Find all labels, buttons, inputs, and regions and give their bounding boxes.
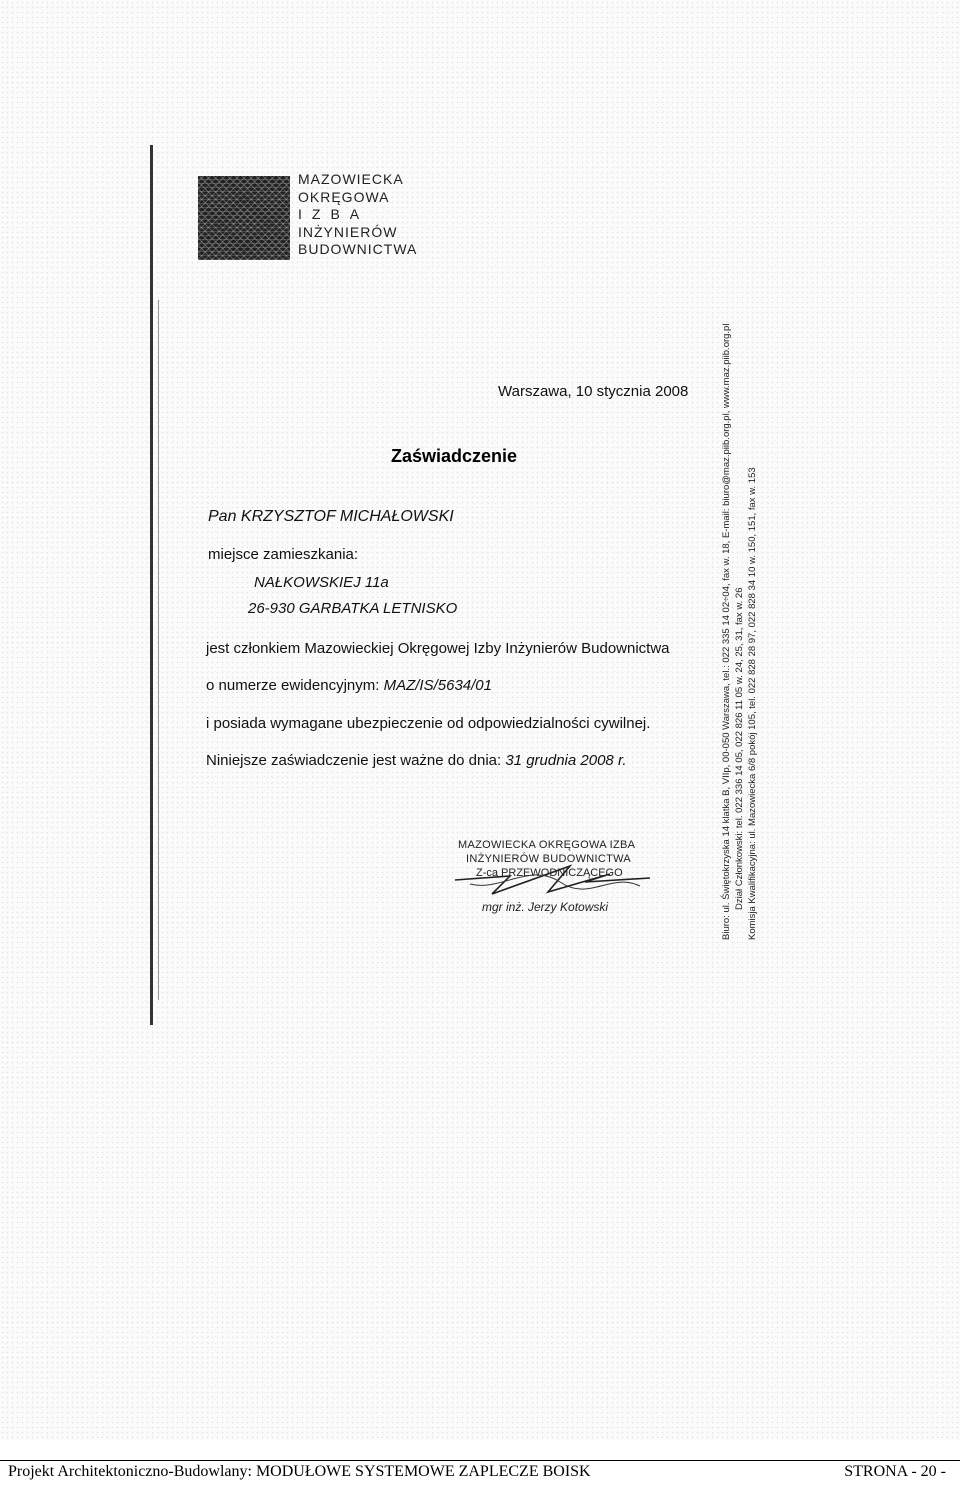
address-line-2: 26-930 GARBATKA LETNISKO (248, 600, 458, 617)
side-info-line: Komisja Kwalifikacyjna: ul. Mazowiecka 6/8 pokój 105, tel. 022 828 28 97, 022 828 34 10 w. 150, 151, fax w. 153 (747, 467, 758, 940)
logo-line: OKRĘGOWA (298, 188, 390, 205)
place-date: Warszawa, 10 stycznia 2008 (498, 383, 689, 400)
chamber-logo-text (298, 171, 417, 259)
insurance-text: i posiada wymagane ubezpieczenie od odpowiedzialności cywilnej. (206, 715, 651, 732)
stamp-line: INŻYNIERÓW BUDOWNICTWA (466, 853, 632, 865)
chamber-logo-icon (198, 176, 290, 260)
signatory-name: mgr inż. Jerzy Kotowski (482, 900, 609, 914)
registry-label: o numerze ewidencyjnym: (206, 677, 380, 694)
residence-label: miejsce zamieszkania: (208, 546, 359, 563)
logo-line: MAZOWIECKA (298, 171, 404, 187)
validity-date: 31 grudnia 2008 r. (505, 752, 627, 769)
stamp-line: Z-ca PRZEWODNICZĄCEGO (476, 867, 623, 879)
logo-line: INŻYNIERÓW (298, 223, 398, 240)
registry-line (206, 677, 492, 694)
recipient-name: KRZYSZTOF MICHAŁOWSKI (240, 508, 454, 525)
membership-text: jest członkiem Mazowieckiej Okręgowej Izby Inżynierów Budownictwa (206, 640, 670, 657)
recipient-line (208, 508, 454, 526)
validity-label: Niniejsze zaświadczenie jest ważne do dnia: (206, 752, 502, 769)
office-contact-sidebar (720, 220, 780, 940)
registry-number: MAZ/IS/5634/01 (383, 677, 492, 694)
side-info-line: Biuro: ul. Świętokrzyska 14 klatka B, VIIp, 00-050 Warszawa, tel.: 022 335 14 02÷04, fax w. 18, E-mail: biuro@maz.piib.org.pl, www.maz.piib.org.pl (721, 323, 732, 940)
side-info-line: Dział Członkowski: tel. 022 336 14 05, 022 826 11 05 w. 24, 25, 31, fax w. 26 (734, 587, 745, 910)
stamp-line: MAZOWIECKA OKRĘGOWA IZBA (458, 839, 636, 851)
certificate-heading: Zaświadczenie (391, 446, 518, 466)
logo-line: BUDOWNICTWA (298, 241, 418, 257)
footer-project-title: Projekt Architektoniczno-Budowlany: MODUŁOWE SYSTEMOWE ZAPLECZE BOISK (8, 1463, 591, 1480)
left-margin-line-faint (158, 300, 159, 1000)
logo-line: IZBA (298, 206, 370, 222)
footer-page-number: STRONA - 20 - (844, 1463, 946, 1480)
recipient-prefix: Pan (208, 508, 237, 525)
left-margin-line (150, 145, 153, 1025)
footer-divider (0, 1460, 960, 1461)
address-line-1: NAŁKOWSKIEJ 11a (254, 574, 389, 591)
validity-line (206, 752, 627, 769)
